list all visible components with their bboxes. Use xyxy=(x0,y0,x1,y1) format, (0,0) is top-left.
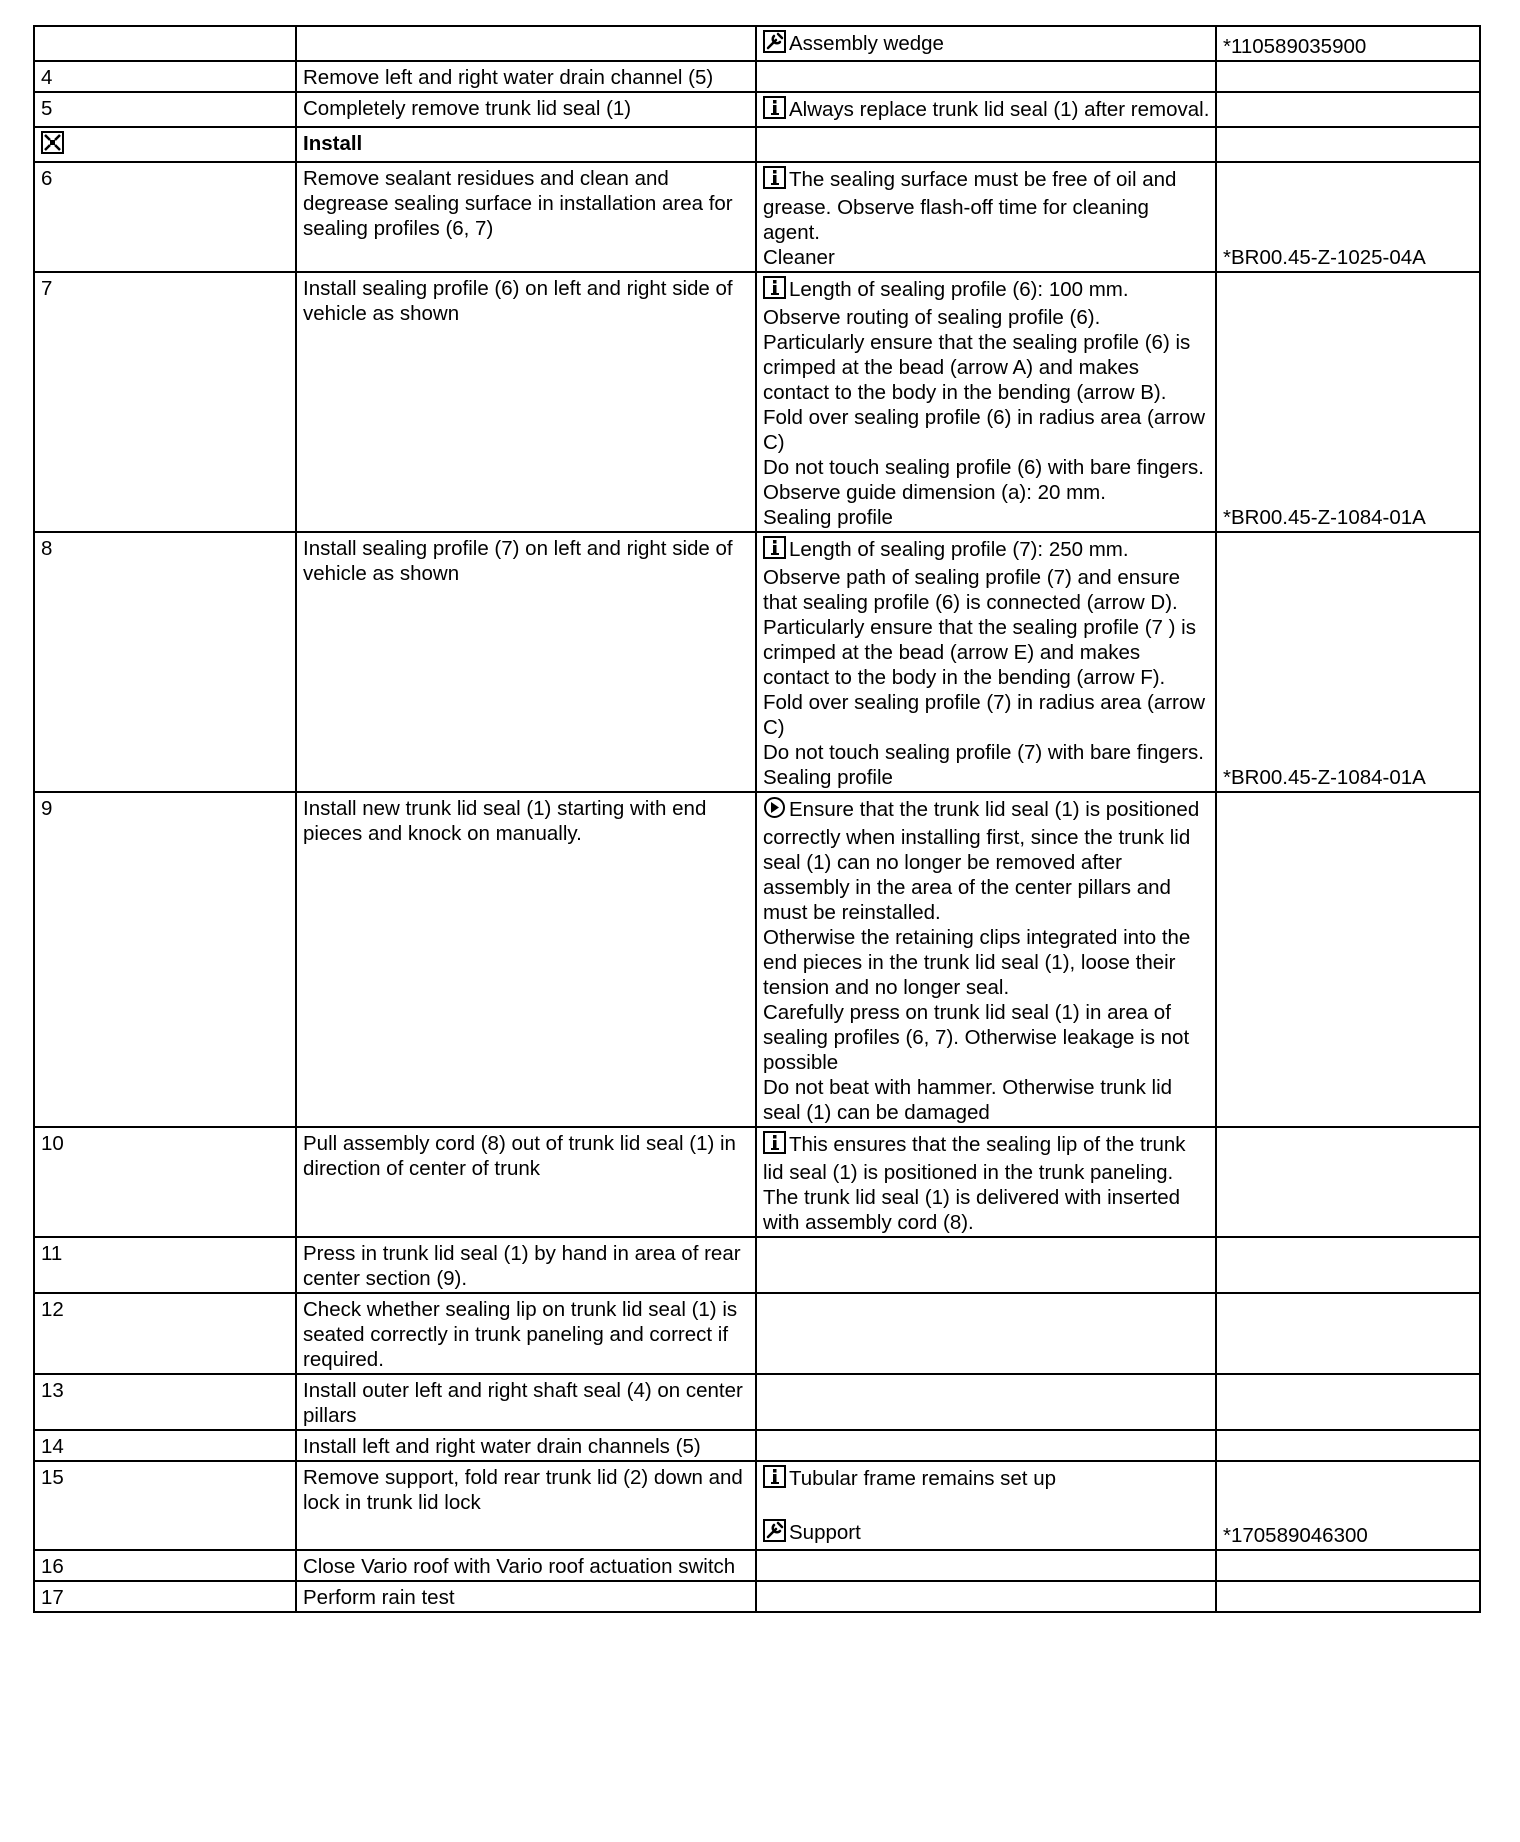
table-row xyxy=(34,792,1480,1127)
step-notes xyxy=(756,1374,1216,1430)
part-number xyxy=(1216,1430,1480,1461)
step-label: 11 xyxy=(41,1242,63,1265)
step-label: 9 xyxy=(41,797,53,820)
step-notes xyxy=(756,1430,1216,1461)
step-notes xyxy=(756,26,1216,61)
part-number xyxy=(1216,1550,1480,1581)
step-action xyxy=(296,92,756,127)
note-text: The trunk lid seal (1) is delivered with inserted with assembly cord (8). xyxy=(763,1186,1181,1234)
step-label: 5 xyxy=(41,97,53,120)
note-text: Assembly wedge xyxy=(789,32,944,55)
step-label: 10 xyxy=(41,1132,64,1155)
note-spacer xyxy=(763,1494,1210,1519)
step-number xyxy=(34,1581,296,1612)
table-row xyxy=(34,1581,1480,1612)
note-text: Sealing profile xyxy=(763,506,893,529)
note-line xyxy=(763,796,1210,925)
part-number-text: *110589035900 xyxy=(1223,35,1367,58)
step-number xyxy=(34,162,296,272)
step-action xyxy=(296,127,756,162)
action-text: Check whether sealing lip on trunk lid seal (1) is seated correctly in trunk paneling and correct if required. xyxy=(303,1298,738,1371)
note-line xyxy=(763,565,1210,740)
part-number xyxy=(1216,26,1480,61)
note-text: Support xyxy=(789,1521,861,1544)
note-text: Length of sealing profile (6): 100 mm. xyxy=(789,278,1129,301)
procedure-table xyxy=(33,25,1481,1613)
note-line xyxy=(763,30,1210,59)
step-action xyxy=(296,272,756,532)
step-label: 7 xyxy=(41,277,53,300)
table-row xyxy=(34,162,1480,272)
table-row xyxy=(34,61,1480,92)
table-row xyxy=(34,26,1480,61)
step-action xyxy=(296,532,756,792)
step-action xyxy=(296,1237,756,1293)
part-number xyxy=(1216,1237,1480,1293)
note-line xyxy=(763,1000,1210,1075)
action-text: Install new trunk lid seal (1) starting with end pieces and knock on manually. xyxy=(303,797,707,845)
part-number xyxy=(1216,1293,1480,1374)
part-number-text: *BR00.45-Z-1084-01A xyxy=(1223,766,1426,789)
action-text: Install outer left and right shaft seal (4) on center pillars xyxy=(303,1379,743,1427)
step-notes xyxy=(756,127,1216,162)
note-text: This ensures that the sealing lip of the trunk lid seal (1) is positioned in the trunk paneling. xyxy=(763,1133,1186,1184)
step-notes xyxy=(756,1293,1216,1374)
note-line xyxy=(763,330,1210,405)
info-icon xyxy=(763,96,786,125)
note-text: Sealing profile xyxy=(763,766,893,789)
step-label: 6 xyxy=(41,167,53,190)
step-notes xyxy=(756,272,1216,532)
note-text: Observe path of sealing profile (7) and ensure that sealing profile (6) is connected (arrow D). Particularly ensure that the sealing profile (7 ) is crimped at the bead (arrow E) and makes contact to the body in the bending (arrow F). Fold over sealing profile (7) in radius area (arrow C) xyxy=(763,566,1206,739)
step-number xyxy=(34,1461,296,1550)
action-text: Close Vario roof with Vario roof actuation switch xyxy=(303,1555,736,1578)
step-number xyxy=(34,1293,296,1374)
note-text: Length of sealing profile (7): 250 mm. xyxy=(789,538,1129,561)
note-line xyxy=(763,925,1210,1000)
note-line xyxy=(763,480,1210,505)
step-action xyxy=(296,61,756,92)
note-line xyxy=(763,1185,1210,1235)
part-number xyxy=(1216,61,1480,92)
note-text: Observe guide dimension (a): 20 mm. xyxy=(763,481,1106,504)
table-row xyxy=(34,1374,1480,1430)
step-action xyxy=(296,1127,756,1237)
note-line xyxy=(763,305,1210,330)
step-number xyxy=(34,1127,296,1237)
step-action xyxy=(296,26,756,61)
table-row xyxy=(34,1237,1480,1293)
table-row xyxy=(34,1550,1480,1581)
step-number xyxy=(34,26,296,61)
action-text: Pull assembly cord (8) out of trunk lid seal (1) in direction of center of trunk xyxy=(303,1132,736,1180)
action-text: Completely remove trunk lid seal (1) xyxy=(303,97,632,120)
note-line xyxy=(763,166,1210,245)
step-action xyxy=(296,1293,756,1374)
step-notes xyxy=(756,1550,1216,1581)
info-icon xyxy=(763,1131,786,1160)
note-text: Cleaner xyxy=(763,246,835,269)
step-number xyxy=(34,1237,296,1293)
table-row xyxy=(34,532,1480,792)
note-line xyxy=(763,1465,1210,1494)
part-number xyxy=(1216,272,1480,532)
action-text: Remove sealant residues and clean and degrease sealing surface in installation area for sealing profiles (6, 7) xyxy=(303,167,733,240)
action-text: Perform rain test xyxy=(303,1586,455,1609)
part-number xyxy=(1216,162,1480,272)
part-number xyxy=(1216,127,1480,162)
part-number-text: *170589046300 xyxy=(1223,1524,1368,1547)
step-label: 4 xyxy=(41,66,53,89)
action-text: Install sealing profile (7) on left and right side of vehicle as shown xyxy=(303,537,733,585)
action-text: Remove left and right water drain channel (5) xyxy=(303,66,714,89)
note-line xyxy=(763,96,1210,125)
step-number xyxy=(34,1550,296,1581)
step-notes xyxy=(756,1461,1216,1550)
part-number xyxy=(1216,792,1480,1127)
step-number xyxy=(34,1374,296,1430)
note-text: Particularly ensure that the sealing profile (6) is crimped at the bead (arrow A) and makes contact to the body in the bending (arrow B). xyxy=(763,331,1191,404)
step-notes xyxy=(756,61,1216,92)
step-action xyxy=(296,162,756,272)
table-row xyxy=(34,272,1480,532)
step-action xyxy=(296,1581,756,1612)
note-text: Carefully press on trunk lid seal (1) in area of sealing profiles (6, 7). Otherwise leakage is not possible xyxy=(763,1001,1190,1074)
install-icon xyxy=(41,131,64,160)
note-text: Always replace trunk lid seal (1) after removal. xyxy=(789,98,1210,121)
action-text: Install left and right water drain channels (5) xyxy=(303,1435,701,1458)
info-icon xyxy=(763,536,786,565)
part-number-text: *BR00.45-Z-1025-04A xyxy=(1223,246,1426,269)
note-line xyxy=(763,1131,1210,1185)
step-notes xyxy=(756,162,1216,272)
note-text: Ensure that the trunk lid seal (1) is positioned correctly when installing first, since the trunk lid seal (1) can no longer be removed after assembly in the area of the center pillars and must be reinstalled. xyxy=(763,798,1200,924)
action-text: Remove support, fold rear trunk lid (2) down and lock in trunk lid lock xyxy=(303,1466,743,1514)
note-line xyxy=(763,765,1210,790)
step-notes xyxy=(756,1237,1216,1293)
info-icon xyxy=(763,1465,786,1494)
action-text: Press in trunk lid seal (1) by hand in area of rear center section (9). xyxy=(303,1242,741,1290)
tool-icon xyxy=(763,1519,786,1548)
part-number xyxy=(1216,1461,1480,1550)
step-notes xyxy=(756,532,1216,792)
table-row xyxy=(34,1127,1480,1237)
note-line xyxy=(763,245,1210,270)
step-number xyxy=(34,127,296,162)
step-notes xyxy=(756,792,1216,1127)
note-line xyxy=(763,405,1210,455)
step-label: 17 xyxy=(41,1586,64,1609)
table-row xyxy=(34,92,1480,127)
note-line xyxy=(763,455,1210,480)
note-line xyxy=(763,505,1210,530)
step-number xyxy=(34,792,296,1127)
step-number xyxy=(34,532,296,792)
note-text: Observe routing of sealing profile (6). xyxy=(763,306,1101,329)
step-label: 13 xyxy=(41,1379,64,1402)
action-text: Install sealing profile (6) on left and right side of vehicle as shown xyxy=(303,277,733,325)
caution-icon xyxy=(763,796,786,825)
note-line xyxy=(763,276,1210,305)
step-action xyxy=(296,1550,756,1581)
part-number xyxy=(1216,1127,1480,1237)
note-line xyxy=(763,1075,1210,1125)
step-action xyxy=(296,792,756,1127)
step-label: 15 xyxy=(41,1466,64,1489)
note-line xyxy=(763,1519,1210,1548)
table-row xyxy=(34,1461,1480,1550)
step-label: 12 xyxy=(41,1298,64,1321)
table-row xyxy=(34,1430,1480,1461)
note-text: Do not touch sealing profile (7) with bare fingers. xyxy=(763,741,1204,764)
step-label: 16 xyxy=(41,1555,64,1578)
note-text: The sealing surface must be free of oil and grease. Observe flash-off time for cleaning agent. xyxy=(763,168,1177,244)
table-row xyxy=(34,127,1480,162)
table-row xyxy=(34,1293,1480,1374)
note-text: Otherwise the retaining clips integrated into the end pieces in the trunk lid seal (1), loose their tension and no longer seal. xyxy=(763,926,1191,999)
step-number xyxy=(34,272,296,532)
part-number xyxy=(1216,1374,1480,1430)
step-label: 8 xyxy=(41,537,53,560)
note-line xyxy=(763,740,1210,765)
part-number-text: *BR00.45-Z-1084-01A xyxy=(1223,506,1426,529)
tool-icon xyxy=(763,30,786,59)
step-label: 14 xyxy=(41,1435,64,1458)
step-notes xyxy=(756,1127,1216,1237)
note-text: Do not touch sealing profile (6) with bare fingers. xyxy=(763,456,1204,479)
step-number xyxy=(34,1430,296,1461)
note-text: Fold over sealing profile (6) in radius area (arrow C) xyxy=(763,406,1206,454)
info-icon xyxy=(763,276,786,305)
part-number xyxy=(1216,532,1480,792)
step-action xyxy=(296,1461,756,1550)
info-icon xyxy=(763,166,786,195)
note-text: Do not beat with hammer. Otherwise trunk lid seal (1) can be damaged xyxy=(763,1076,1173,1124)
step-action xyxy=(296,1430,756,1461)
step-notes xyxy=(756,92,1216,127)
part-number xyxy=(1216,92,1480,127)
step-number xyxy=(34,61,296,92)
step-notes xyxy=(756,1581,1216,1612)
step-number xyxy=(34,92,296,127)
note-line xyxy=(763,536,1210,565)
action-text: Install xyxy=(303,132,363,155)
part-number xyxy=(1216,1581,1480,1612)
step-action xyxy=(296,1374,756,1430)
note-text: Tubular frame remains set up xyxy=(789,1467,1056,1490)
